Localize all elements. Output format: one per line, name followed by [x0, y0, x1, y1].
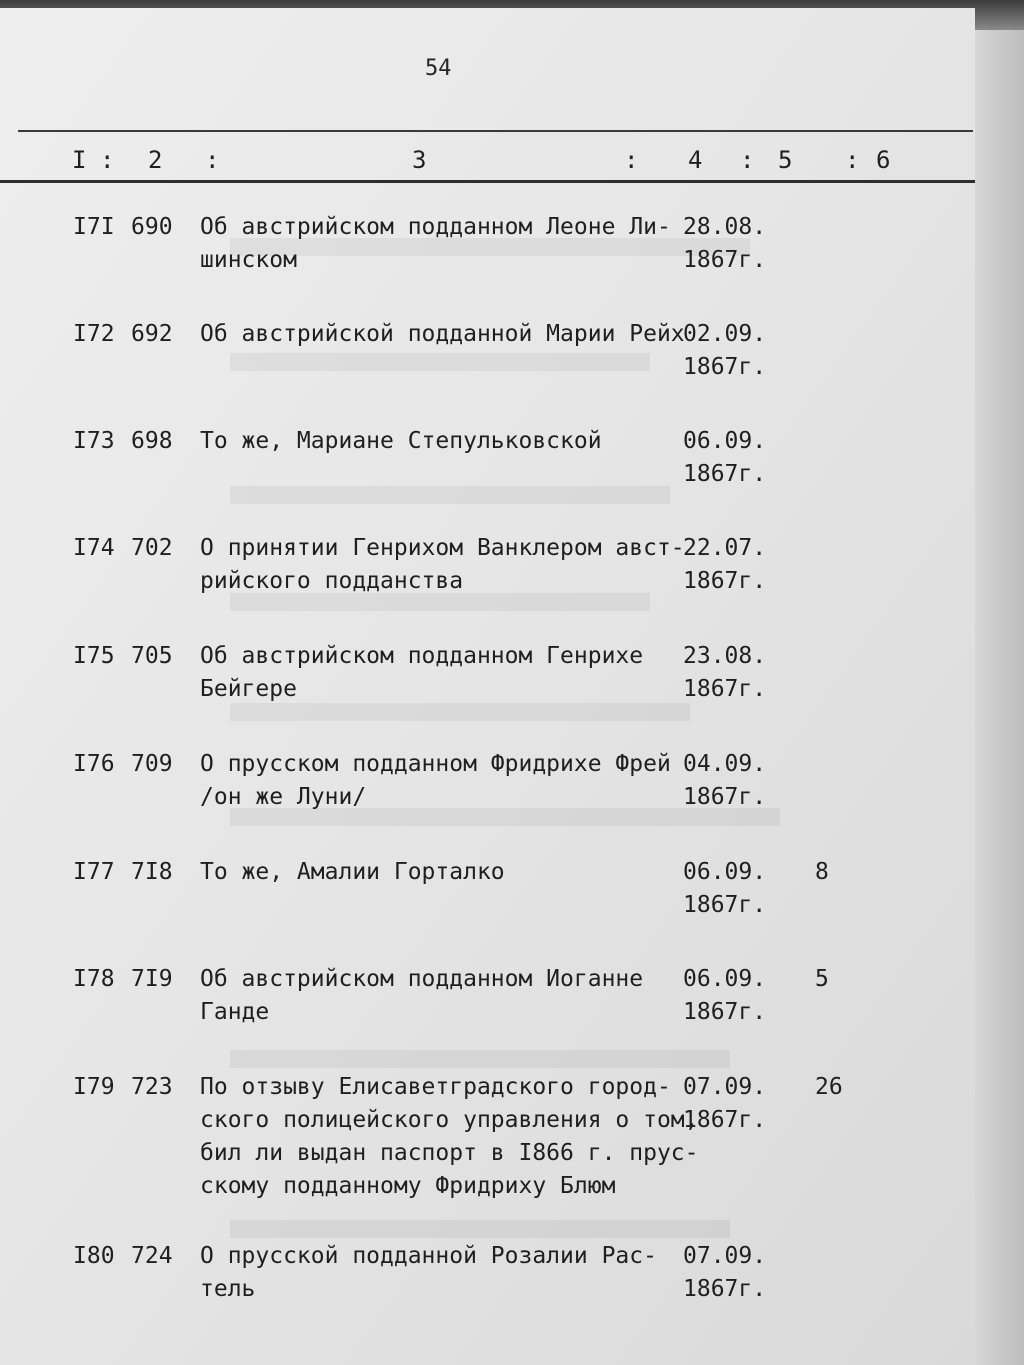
entry-number: I75: [73, 643, 115, 669]
date-line: 06.09.: [683, 966, 767, 992]
header-col-2: 2: [148, 146, 163, 174]
date-year: 1867г.: [683, 247, 767, 273]
date-year: 1867г.: [683, 784, 767, 810]
date-line: 28.08.: [683, 214, 767, 240]
entry-description: [200, 856, 505, 889]
bleed-through-mark: [230, 486, 670, 504]
bleed-through-mark: [230, 1050, 730, 1068]
header-separator: :: [740, 146, 755, 174]
date-line: 22.07.: [683, 535, 767, 561]
date-line: 07.09.: [683, 1074, 767, 1100]
description-line: О прусской подданной Розалии Рас-: [200, 1243, 657, 1269]
description-line: бил ли выдан паспорт в I866 г. прус-: [200, 1140, 699, 1166]
entry-description: [200, 1071, 699, 1203]
description-line: То же, Мариане Степульковской: [200, 428, 602, 454]
date-line: 06.09.: [683, 859, 767, 885]
header-top-rule: [18, 130, 973, 132]
file-number: 723: [131, 1074, 173, 1100]
description-line: О принятии Генрихом Ванклером авст-: [200, 535, 685, 561]
file-number: 692: [131, 321, 173, 347]
header-col-5: 5: [778, 146, 793, 174]
entry-date: [683, 1240, 766, 1306]
entry-description: [200, 748, 671, 814]
description-line: То же, Амалии Горталко: [200, 859, 505, 885]
table-header: [0, 146, 975, 176]
entry-description: [200, 318, 685, 351]
header-separator: :: [845, 146, 860, 174]
description-line: ского полицейского управления о том,: [200, 1107, 699, 1133]
date-year: 1867г.: [683, 676, 767, 702]
entry-number: I79: [73, 1074, 115, 1100]
date-year: 1867г.: [683, 1107, 767, 1133]
description-line: шинском: [200, 247, 297, 273]
bleed-through-mark: [230, 1220, 730, 1238]
file-number: 690: [131, 214, 173, 240]
entry-date: [683, 425, 766, 491]
entry-number: I73: [73, 428, 115, 454]
entry-description: [200, 425, 602, 458]
entry-date: [683, 640, 766, 706]
date-year: 1867г.: [683, 1276, 767, 1302]
description-line: Бейгере: [200, 676, 297, 702]
entry-description: [200, 532, 685, 598]
file-number: 709: [131, 751, 173, 777]
date-line: 04.09.: [683, 751, 767, 777]
date-year: 1867г.: [683, 892, 767, 918]
description-line: рийского подданства: [200, 568, 464, 594]
file-number: 7I8: [131, 859, 173, 885]
entry-description: [200, 963, 643, 1029]
date-year: 1867г.: [683, 461, 767, 487]
date-year: 1867г.: [683, 568, 767, 594]
file-number: 698: [131, 428, 173, 454]
entry-number: I74: [73, 535, 115, 561]
description-line: Об австрийском подданном Леоне Ли-: [200, 214, 671, 240]
date-line: 02.09.: [683, 321, 767, 347]
page-count: 8: [815, 859, 829, 885]
entry-number: I72: [73, 321, 115, 347]
page-count: 5: [815, 966, 829, 992]
header-col-4: 4: [688, 146, 703, 174]
page-number: 54: [425, 56, 452, 81]
entry-number: I78: [73, 966, 115, 992]
entry-date: [683, 748, 766, 814]
date-line: 07.09.: [683, 1243, 767, 1269]
entry-description: [200, 211, 671, 277]
description-line: Ганде: [200, 999, 270, 1025]
header-separator: :: [205, 146, 220, 174]
description-line: тель: [200, 1276, 256, 1302]
entry-description: [200, 640, 643, 706]
file-number: 705: [131, 643, 173, 669]
entry-number: I76: [73, 751, 115, 777]
entry-date: [683, 1071, 766, 1137]
description-line: Об австрийском подданном Генрихе: [200, 643, 644, 669]
date-year: 1867г.: [683, 999, 767, 1025]
description-line: /он же Луни/: [200, 784, 367, 810]
header-col-3: 3: [412, 146, 427, 174]
header-bottom-rule: [0, 180, 975, 183]
date-line: 06.09.: [683, 428, 767, 454]
entry-date: [683, 318, 766, 384]
entry-date: [683, 963, 766, 1029]
entry-date: [683, 532, 766, 598]
file-number: 724: [131, 1243, 173, 1269]
entry-number: I80: [73, 1243, 115, 1269]
entry-description: [200, 1240, 657, 1306]
file-number: 7I9: [131, 966, 173, 992]
entry-number: I77: [73, 859, 115, 885]
bleed-through-mark: [230, 353, 650, 371]
date-year: 1867г.: [683, 354, 767, 380]
document-page: [0, 8, 975, 1365]
description-line: По отзыву Елисаветградского город-: [200, 1074, 671, 1100]
description-line: Об австрийском подданном Иоганне: [200, 966, 644, 992]
entry-date: [683, 211, 766, 277]
entry-number: I7I: [73, 214, 115, 240]
description-line: О прусском подданном Фридрихе Фрей: [200, 751, 671, 777]
page-count: 26: [815, 1074, 843, 1100]
description-line: Об австрийской подданной Марии Рейх: [200, 321, 685, 347]
header-col-1: I: [72, 146, 87, 174]
file-number: 702: [131, 535, 173, 561]
date-line: 23.08.: [683, 643, 767, 669]
entry-date: [683, 856, 766, 922]
header-separator: :: [100, 146, 115, 174]
description-line: скому подданному Фридриху Блюм: [200, 1173, 616, 1199]
header-col-6: 6: [876, 146, 891, 174]
header-separator: :: [624, 146, 639, 174]
